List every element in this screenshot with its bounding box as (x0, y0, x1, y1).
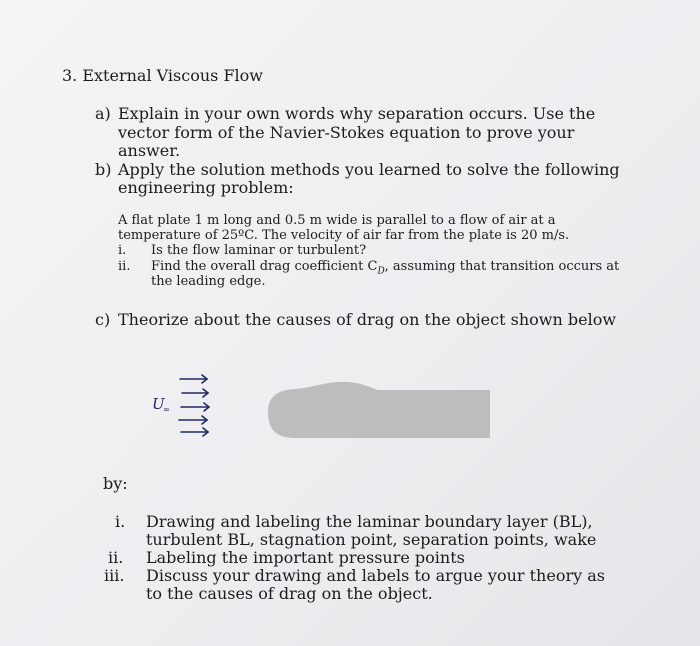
task-ii-text: Labeling the important pressure points (146, 548, 465, 567)
subquestion-ii-text: Find the overall drag coefficient $C_D$, assuming that transition occurs at (151, 259, 620, 277)
bluff-body-shape (268, 382, 490, 438)
subquestion-ii-text-2: the leading edge. (151, 274, 266, 289)
problem-line-2: temperature of 25ºC. The velocity of air far from the plate is 20 m/s. (118, 228, 570, 243)
part-b-line-1: Apply the solution methods you learned to solve the following (118, 160, 620, 179)
task-i-line-1: Drawing and labeling the laminar boundary layer (BL), (146, 512, 593, 531)
part-b-line-2: engineering problem: (118, 178, 294, 197)
flow-arrow-5 (181, 428, 208, 436)
flow-arrow-3 (181, 403, 209, 411)
part-a-line-1: Explain in your own words why separation occurs. Use the (118, 104, 596, 123)
by-label: by: (103, 474, 128, 493)
flow-arrow-2 (182, 389, 208, 397)
part-c-text: Theorize about the causes of drag on the object shown below (118, 310, 617, 329)
flow-figure (150, 368, 490, 448)
task-iii-line-1: Discuss your drawing and labels to argue your theory as (146, 566, 605, 585)
part-a-label: a) (95, 104, 111, 123)
task-iii-label: iii. (104, 566, 125, 585)
svg-text:∞: ∞ (163, 405, 170, 414)
flow-arrow-1 (180, 375, 207, 383)
flow-velocity-label (152, 395, 170, 414)
svg-text:U: U (152, 395, 165, 413)
question-title: 3. External Viscous Flow (62, 66, 263, 85)
task-ii-label: ii. (108, 548, 124, 567)
part-c-label: c) (95, 310, 111, 329)
subquestion-i-label: i. (118, 243, 127, 258)
part-a-line-2: vector form of the Navier-Stokes equation to prove your (118, 123, 575, 142)
task-i-label: i. (115, 512, 126, 531)
problem-line-1: A flat plate 1 m long and 0.5 m wide is parallel to a flow of air at a (118, 213, 556, 228)
subquestion-i-text: Is the flow laminar or turbulent? (151, 243, 367, 258)
task-i-line-2: turbulent BL, stagnation point, separation points, wake (146, 530, 597, 549)
part-b-label: b) (95, 160, 112, 179)
flow-arrows (179, 375, 209, 436)
subquestion-ii-label: ii. (118, 259, 131, 274)
part-a-line-3: answer. (118, 141, 181, 160)
flow-arrow-4 (179, 416, 207, 424)
task-iii-line-2: to the causes of drag on the object. (146, 584, 433, 603)
